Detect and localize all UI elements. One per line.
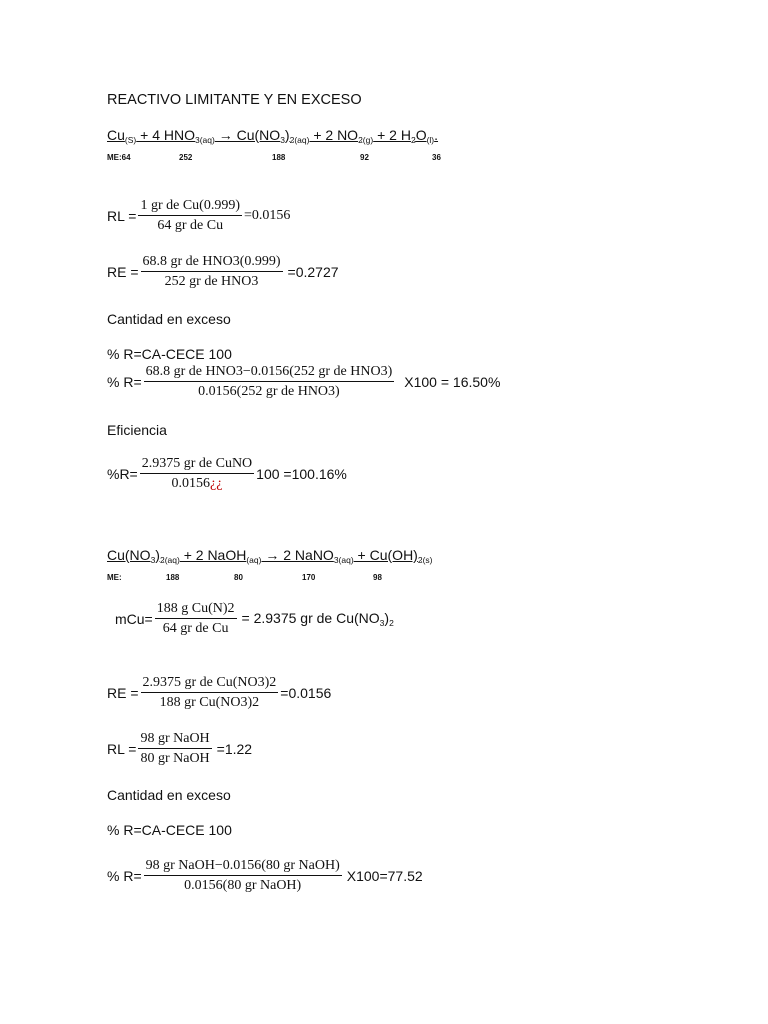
eq2-part: → 2 NaNO [261,547,334,563]
error-marker: ¿¿ [209,476,223,491]
denominator-value: 0.0156 [171,476,210,491]
eq1-sub: 2 [410,135,416,145]
molar-mass-value: 188 [272,153,286,162]
eq2-part: ) [155,547,160,563]
fraction [138,730,211,767]
fraction [141,674,279,711]
efficiency-result: 100 =100.16% [256,465,347,482]
molar-mass-value: 170 [302,573,316,582]
mcu-sub: 3 [379,617,385,628]
molar-mass-label-1: ME:64 [107,153,131,162]
mcu-label: mCu= [115,610,153,627]
molar-mass-value: 92 [360,153,369,162]
reaction-equation-1 [107,127,438,145]
fraction [141,253,283,290]
rl-result: =0.0156 [244,207,291,223]
percent-result: X100=77.52 [346,867,423,884]
rl-label: RL = [107,207,137,224]
re-result: =0.2727 [287,263,339,280]
fraction-numerator: 2.9375 gr de Cu(NO3)2 [141,674,279,693]
rl-calculation-1 [107,197,290,234]
reaction-equation-2 [107,547,433,565]
fraction-numerator: 188 g Cu(N)2 [155,600,237,619]
fraction [144,857,342,894]
fraction-numerator: 68.8 gr de HNO3(0.999) [141,253,283,272]
fraction-denominator: 0.0156(252 gr de HNO3) [198,384,340,399]
eq1-part: + 2 NO [309,127,359,143]
molar-mass-value: 36 [432,153,441,162]
rl-calculation-2 [107,730,252,767]
rl-label: RL = [107,740,137,757]
mcu-calculation [115,600,394,637]
percent-label: % R= [107,373,142,390]
molar-mass-value: 188 [166,573,180,582]
eq1-part: + 2 H [373,127,411,143]
fraction-numerator: 2.9375 gr de CuNO [140,455,254,474]
eq2-sub: 3(aq) [333,555,354,565]
efficiency-label: %R= [107,465,138,482]
re-calculation-1 [107,253,339,290]
rl-result: =1.22 [216,740,253,757]
efficiency-heading: Eficiencia [107,422,167,438]
mcu-result-text: = 2.9375 gr de Cu(NO [241,609,380,626]
percent-calculation-2 [107,857,423,894]
eq1-part: O [415,127,427,143]
eq1-sub: 2(aq) [289,135,310,145]
eq2-sub: (aq) [246,555,262,565]
eq2-sub: 2(s) [417,555,433,565]
mcu-result-text: ) [384,609,390,626]
fraction [155,600,237,637]
re-calculation-2 [107,674,331,711]
efficiency-calculation [107,455,347,492]
fraction-denominator: 80 gr NaOH [140,751,210,766]
eq1-part: Cu [107,127,125,143]
eq1-part: . [434,127,439,143]
document-title: REACTIVO LIMITANTE Y EN EXCESO [107,92,362,108]
fraction-denominator: 188 gr Cu(NO3)2 [159,695,260,710]
molar-mass-label-2: ME: [107,573,122,582]
fraction-denominator: 64 gr de Cu [157,218,224,233]
eq2-sub: 3 [150,555,156,565]
eq1-sub: (S) [124,135,137,145]
eq1-sub: 2(g) [358,135,374,145]
fraction-numerator: 1 gr de Cu(0.999) [138,197,242,216]
mcu-result [242,610,394,628]
fraction [144,363,395,400]
re-label: RE = [107,684,139,701]
fraction-numerator: 98 gr NaOH [138,730,211,749]
fraction-denominator: 64 gr de Cu [162,621,229,636]
mcu-sub: 2 [389,617,394,628]
eq2-sub: 2(aq) [159,555,180,565]
fraction [138,197,242,234]
molar-mass-value: 252 [179,153,193,162]
re-result: =0.0156 [280,684,332,701]
fraction [140,455,254,492]
percent-calculation-1 [107,363,500,400]
re-label: RE = [107,263,139,280]
fraction-denominator [169,474,224,492]
percent-formula-2: % R=CA-CECE 100 [107,822,232,838]
percent-label: % R= [107,867,142,884]
eq2-part: + 2 NaOH [179,547,247,563]
eq1-part: + 4 HNO [136,127,195,143]
eq1-sub: 3 [280,135,285,145]
molar-mass-value: 98 [373,573,382,582]
excess-heading-1: Cantidad en exceso [107,311,231,327]
eq1-sub: (l) [426,135,435,145]
molar-mass-value: 80 [234,573,243,582]
fraction-numerator: 98 gr NaOH−0.0156(80 gr NaOH) [144,857,342,876]
eq1-part: → Cu(NO [214,127,281,143]
percent-result: X100 = 16.50% [404,373,501,390]
fraction-denominator: 252 gr de HNO3 [164,274,259,289]
eq1-sub: 3(aq) [195,135,215,145]
eq2-part: Cu(NO [107,547,151,563]
percent-formula-1: % R=CA-CECE 100 [107,346,232,362]
fraction-numerator: 68.8 gr de HNO3−0.0156(252 gr de HNO3) [144,363,395,382]
excess-heading-2: Cantidad en exceso [107,787,231,803]
eq1-part: ) [284,127,290,143]
fraction-denominator: 0.0156(80 gr NaOH) [184,878,302,893]
eq2-part: + Cu(OH) [353,547,418,563]
